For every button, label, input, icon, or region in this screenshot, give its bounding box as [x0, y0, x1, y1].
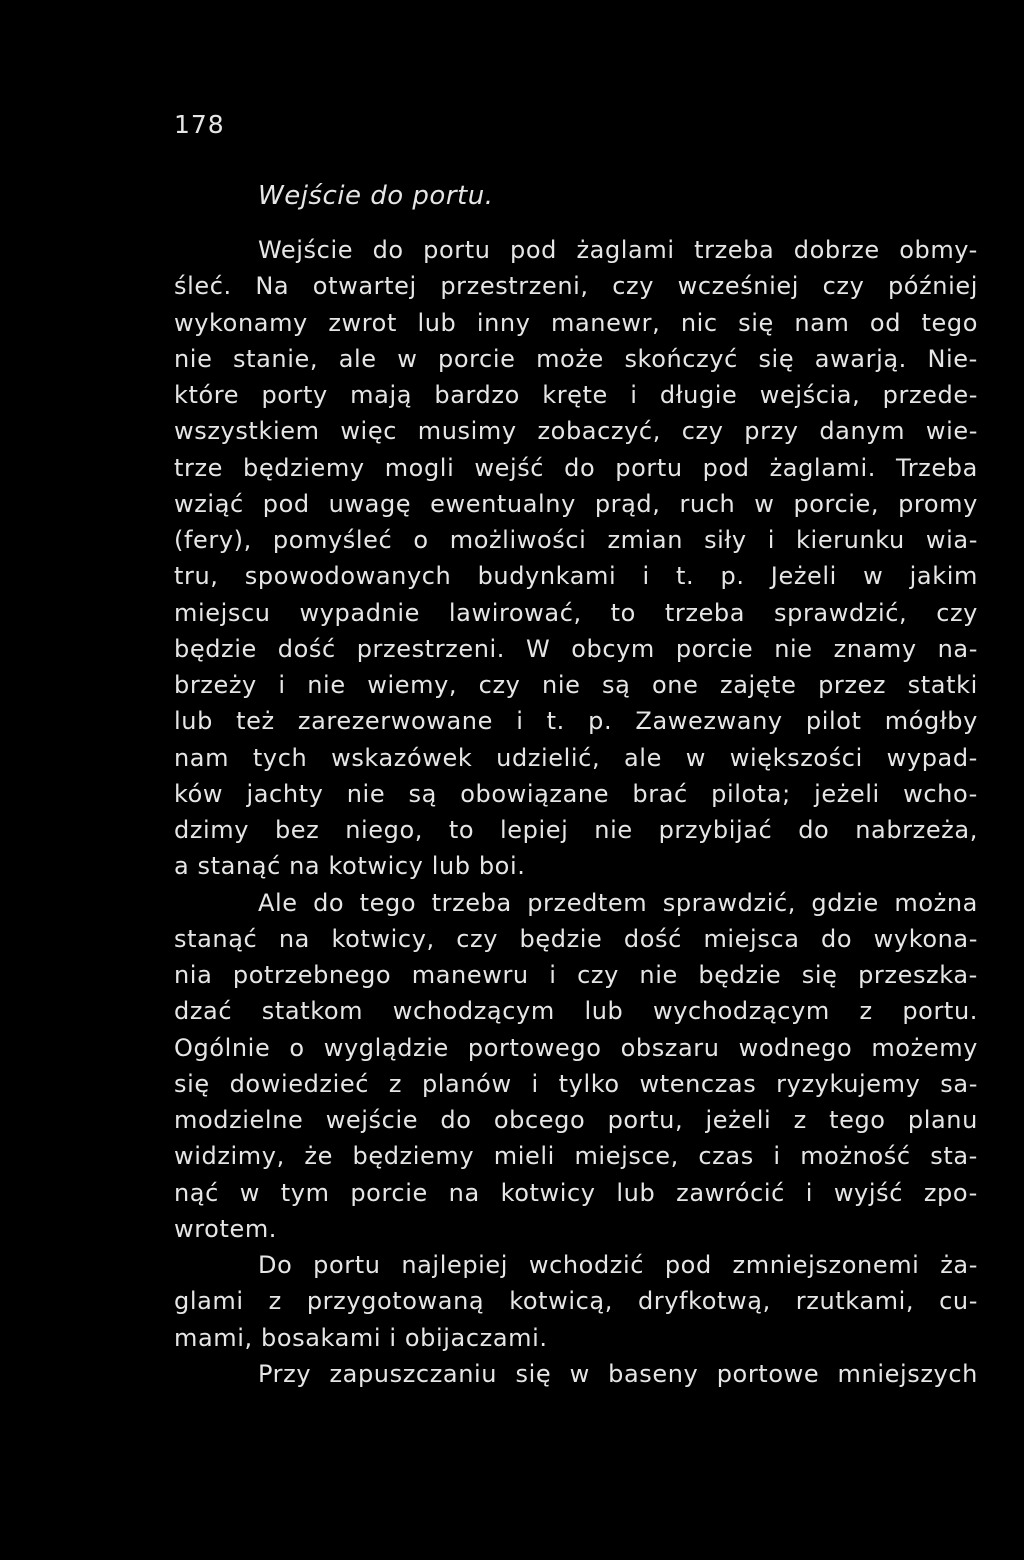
text-line: które porty mają bardzo kręte i długie wejścia, przede-	[174, 381, 978, 409]
text-line: ków jachty nie są obowiązane brać pilota; jeżeli wcho-	[174, 779, 978, 808]
text-line: nia potrzebnego manewru i czy nie będzie się przeszka-	[174, 961, 978, 989]
text-line: widzimy, że będziemy mieli miejsce, czas i możność sta-	[174, 1142, 978, 1171]
text-line: glami z przygotowaną kotwicą, dryfkotwą, rzutkami, cu-	[174, 1287, 978, 1316]
text-line: Ale do tego trzeba przedtem sprawdzić, gdzie można	[258, 888, 978, 917]
text-line: wykonamy zwrot lub inny manewr, nic się nam od tego	[174, 308, 978, 337]
text-line: (fery), pomyśleć o możliwości zmian siły i kierunku wia-	[174, 526, 978, 554]
text-line: Do portu najlepiej wchodzić pod zmniejszonemi ża-	[258, 1251, 978, 1279]
text-line: będzie dość przestrzeni. W obcym porcie nie znamy na-	[174, 634, 978, 663]
text-line: modzielne wejście do obcego portu, jeżeli z tego planu	[174, 1106, 978, 1134]
body-text	[174, 232, 978, 1392]
text-line: się dowiedzieć z planów i tylko wtenczas ryzykujemy sa-	[174, 1069, 978, 1098]
text-line: dzimy bez niego, to lepiej nie przybijać do nabrzeża,	[174, 816, 978, 844]
text-line: Przy zapuszczaniu się w baseny portowe mniejszych	[258, 1359, 978, 1388]
text-line: Ogólnie o wyglądzie portowego obszaru wodnego możemy	[174, 1033, 978, 1062]
text-line: wrotem.	[174, 1214, 278, 1243]
text-line: stanąć na kotwicy, czy będzie dość miejsca do wykona-	[174, 924, 978, 953]
text-line: wszystkiem więc musimy zobaczyć, czy przy danym wie-	[174, 417, 978, 446]
page-number: 178	[174, 110, 225, 139]
text-line: brzeży i nie wiemy, czy nie są one zajęte przez statki	[174, 671, 978, 699]
section-heading: Wejście do portu.	[258, 181, 494, 211]
text-line: trze będziemy mogli wejść do portu pod żaglami. Trzeba	[174, 453, 978, 482]
text-line: dzać statkom wchodzącym lub wychodzącym z portu.	[174, 997, 978, 1026]
text-line: Wejście do portu pod żaglami trzeba dobrze obmy-	[258, 236, 978, 264]
text-line: lub też zarezerwowane i t. p. Zawezwany pilot mógłby	[174, 707, 978, 736]
text-line: nie stanie, ale w porcie może skończyć się awarją. Nie-	[174, 344, 978, 373]
text-line: wziąć pod uwagę ewentualny prąd, ruch w porcie, promy	[174, 489, 978, 518]
text-line: a stanąć na kotwicy lub boi.	[174, 852, 526, 881]
text-line: nąć w tym porcie na kotwicy lub zawrócić i wyjść zpo-	[174, 1178, 978, 1207]
text-line: miejscu wypadnie lawirować, to trzeba sprawdzić, czy	[174, 598, 978, 627]
text-line: nam tych wskazówek udzielić, ale w większości wypad-	[174, 743, 978, 772]
text-line: tru, spowodowanych budynkami i t. p. Jeżeli w jakim	[174, 562, 978, 591]
text-line: mami, bosakami i obijaczami.	[174, 1323, 548, 1352]
text-line: śleć. Na otwartej przestrzeni, czy wcześniej czy później	[174, 272, 978, 301]
